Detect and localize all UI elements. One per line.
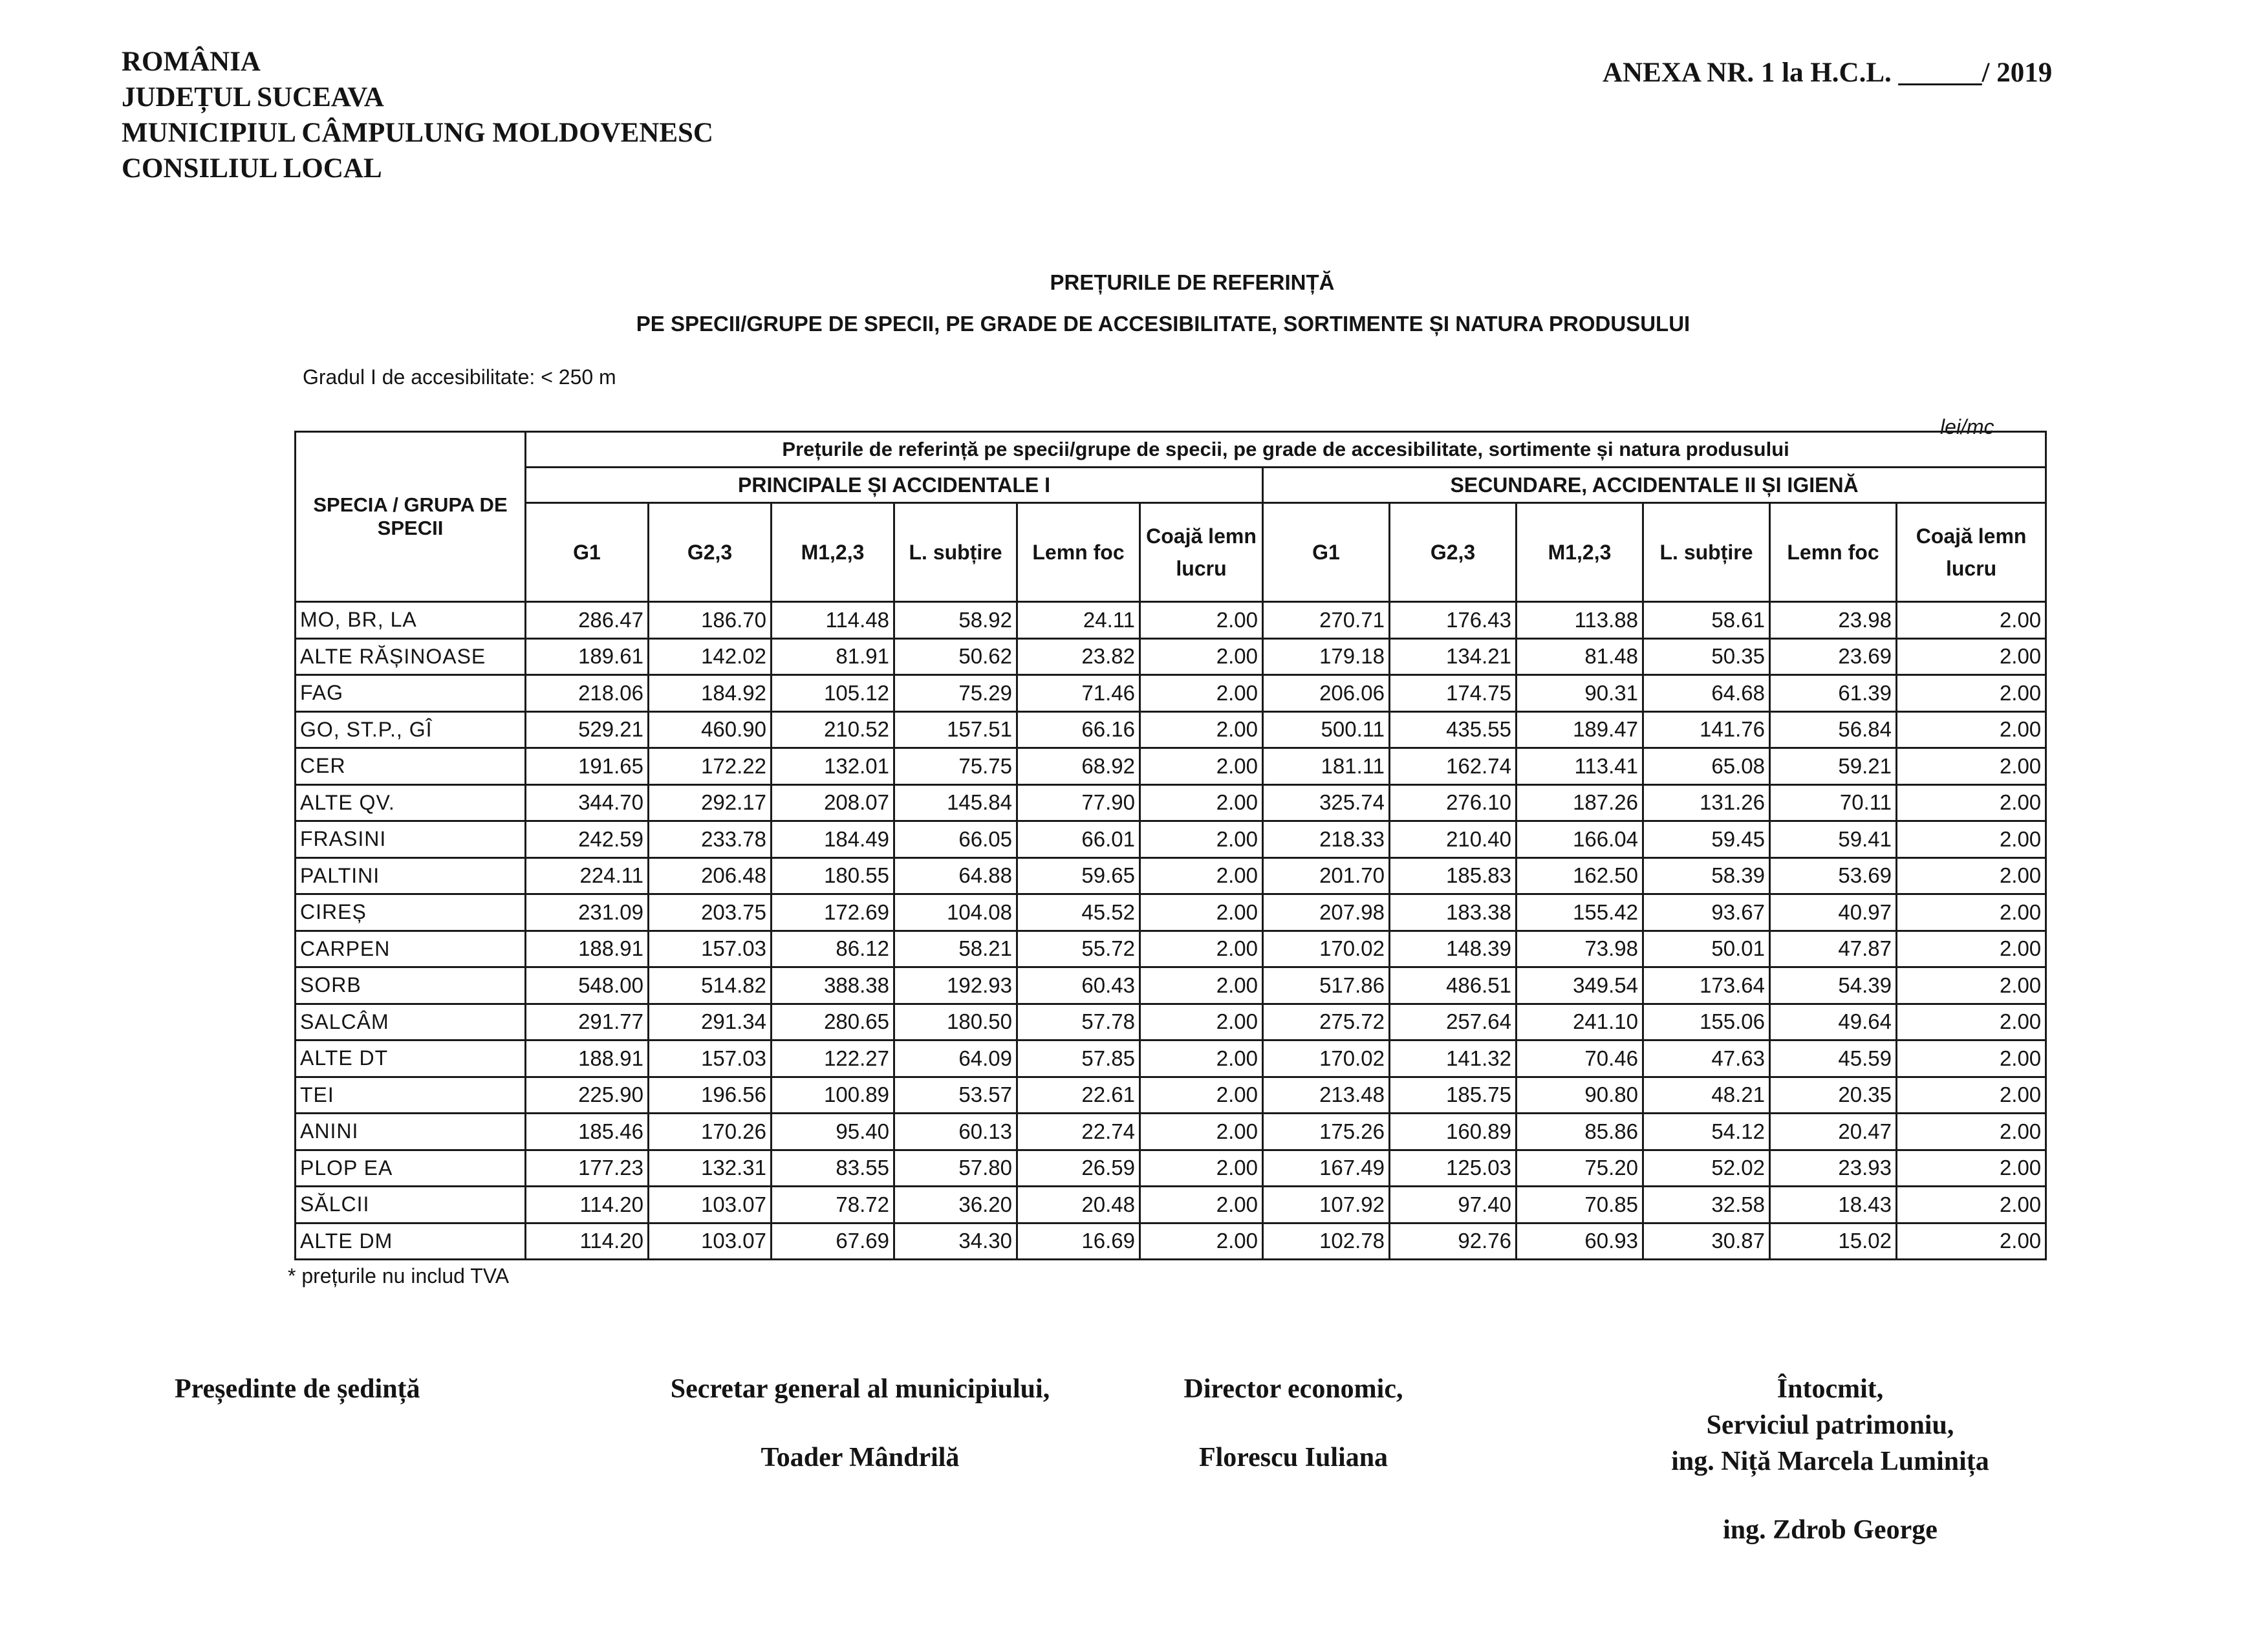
price-cell: 92.76 [1390,1223,1517,1260]
secretary-name: Toader Mândrilă [761,1443,960,1472]
signature-president: Președinte de ședință [175,1374,420,1404]
price-cell: 192.93 [894,967,1017,1004]
prepared-title: Întocmit, [1777,1374,1884,1404]
signature-director [1138,1371,1449,1476]
price-cell: 54.39 [1770,967,1897,1004]
price-cell: 48.21 [1643,1077,1770,1114]
price-cell: 486.51 [1390,967,1517,1004]
table-row [296,1223,2046,1260]
price-cell: 206.06 [1263,675,1390,712]
price-cell: 213.48 [1263,1077,1390,1114]
price-cell: 2.00 [1897,784,2046,821]
price-cell: 122.27 [772,1040,894,1077]
vat-note: * prețurile nu includ TVA [288,1264,510,1288]
price-cell: 280.65 [772,1004,894,1040]
price-cell: 2.00 [1140,1187,1263,1223]
price-cell: 103.07 [649,1223,772,1260]
price-cell: 2.00 [1897,967,2046,1004]
price-cell: 225.90 [526,1077,649,1114]
price-cell: 57.80 [894,1150,1017,1187]
price-cell: 2.00 [1897,1150,2046,1187]
price-cell: 20.48 [1017,1187,1140,1223]
price-cell: 59.41 [1770,821,1897,858]
column-header: G1 [1263,503,1390,602]
price-cell: 58.21 [894,931,1017,967]
price-cell: 142.02 [649,638,772,675]
price-cell: 61.39 [1770,675,1897,712]
price-cell: 50.01 [1643,931,1770,967]
price-cell: 210.52 [772,711,894,748]
price-cell: 148.39 [1390,931,1517,967]
price-cell: 2.00 [1140,784,1263,821]
price-cell: 16.69 [1017,1223,1140,1260]
prepared-service: Serviciul patrimoniu, [1706,1410,1954,1440]
price-cell: 2.00 [1140,638,1263,675]
table-row [296,1040,2046,1077]
price-cell: 2.00 [1140,1223,1263,1260]
table-row [296,711,2046,748]
price-cell: 58.39 [1643,857,1770,894]
species-cell: CARPEN [296,931,526,967]
table-row [296,894,2046,931]
price-cell: 50.62 [894,638,1017,675]
price-cell: 90.31 [1517,675,1643,712]
price-table [294,431,2047,1260]
price-cell: 181.11 [1263,748,1390,785]
price-cell: 2.00 [1140,748,1263,785]
price-cell: 166.04 [1517,821,1643,858]
price-cell: 207.98 [1263,894,1390,931]
price-cell: 172.69 [772,894,894,931]
price-cell: 218.33 [1263,821,1390,858]
price-cell: 65.08 [1643,748,1770,785]
price-cell: 100.89 [772,1077,894,1114]
price-cell: 83.55 [772,1150,894,1187]
price-cell: 349.54 [1517,967,1643,1004]
director-title: Director economic, [1183,1374,1403,1404]
column-header: L. subțire [1643,503,1770,602]
price-cell: 22.61 [1017,1077,1140,1114]
price-cell: 81.91 [772,638,894,675]
price-cell: 435.55 [1390,711,1517,748]
prepared-name-2: ing. Zdrob George [1723,1515,1938,1545]
price-cell: 141.32 [1390,1040,1517,1077]
table-row [296,1187,2046,1223]
price-cell: 201.70 [1263,857,1390,894]
price-cell: 59.21 [1770,748,1897,785]
price-cell: 184.92 [649,675,772,712]
price-cell: 231.09 [526,894,649,931]
price-cell: 167.49 [1263,1150,1390,1187]
price-cell: 242.59 [526,821,649,858]
title-line-2: PE SPECII/GRUPE DE SPECII, PE GRADE DE ACCESIBILITATE, SORTIMENTE ȘI NATURA PRODUSULUI [636,312,1690,336]
price-cell: 2.00 [1897,821,2046,858]
price-cell: 60.43 [1017,967,1140,1004]
species-cell: SALCÂM [296,1004,526,1040]
price-cell: 500.11 [1263,711,1390,748]
price-cell: 102.78 [1263,1223,1390,1260]
price-cell: 59.45 [1643,821,1770,858]
price-cell: 23.93 [1770,1150,1897,1187]
price-cell: 241.10 [1517,1004,1643,1040]
species-cell: FRASINI [296,821,526,858]
price-cell: 131.26 [1643,784,1770,821]
institution-header [122,44,713,186]
price-cell: 174.75 [1390,675,1517,712]
price-cell: 2.00 [1897,1187,2046,1223]
column-header: G2,3 [1390,503,1517,602]
price-cell: 2.00 [1140,1077,1263,1114]
price-cell: 114.20 [526,1223,649,1260]
price-cell: 49.64 [1770,1004,1897,1040]
table-row [296,1004,2046,1040]
price-cell: 22.74 [1017,1114,1140,1150]
signature-prepared [1617,1371,2044,1548]
price-cell: 18.43 [1770,1187,1897,1223]
price-cell: 2.00 [1897,675,2046,712]
price-cell: 189.47 [1517,711,1643,748]
price-cell: 75.75 [894,748,1017,785]
price-cell: 177.23 [526,1150,649,1187]
page-title [0,262,2268,345]
price-cell: 187.26 [1517,784,1643,821]
species-cell: SORB [296,967,526,1004]
price-cell: 548.00 [526,967,649,1004]
table-row [296,821,2046,858]
price-cell: 81.48 [1517,638,1643,675]
price-cell: 60.13 [894,1114,1017,1150]
price-cell: 291.34 [649,1004,772,1040]
price-cell: 75.20 [1517,1150,1643,1187]
price-cell: 208.07 [772,784,894,821]
price-cell: 58.92 [894,602,1017,639]
price-cell: 67.69 [772,1223,894,1260]
price-cell: 162.50 [1517,857,1643,894]
header-municipality: MUNICIPIUL CÂMPULUNG MOLDOVENESC [122,118,713,148]
price-cell: 68.92 [1017,748,1140,785]
table-row [296,675,2046,712]
price-cell: 325.74 [1263,784,1390,821]
species-cell: FAG [296,675,526,712]
price-cell: 113.41 [1517,748,1643,785]
price-cell: 183.38 [1390,894,1517,931]
price-cell: 64.88 [894,857,1017,894]
price-cell: 125.03 [1390,1150,1517,1187]
table-row [296,967,2046,1004]
price-cell: 179.18 [1263,638,1390,675]
price-cell: 66.01 [1017,821,1140,858]
director-name: Florescu Iuliana [1198,1443,1388,1472]
price-cell: 73.98 [1517,931,1643,967]
price-cell: 206.48 [649,857,772,894]
price-cell: 185.46 [526,1114,649,1150]
column-header: M1,2,3 [1517,503,1643,602]
price-cell: 275.72 [1263,1004,1390,1040]
price-cell: 286.47 [526,602,649,639]
table-row [296,748,2046,785]
price-cell: 86.12 [772,931,894,967]
price-cell: 2.00 [1897,1040,2046,1077]
price-cell: 104.08 [894,894,1017,931]
price-cell: 529.21 [526,711,649,748]
column-header: M1,2,3 [772,503,894,602]
species-header: SPECIA / GRUPA DE SPECII [296,432,526,602]
price-cell: 132.01 [772,748,894,785]
price-cell: 23.82 [1017,638,1140,675]
header-county: JUDEȚUL SUCEAVA [122,82,384,113]
price-cell: 32.58 [1643,1187,1770,1223]
price-cell: 2.00 [1140,894,1263,931]
price-cell: 55.72 [1017,931,1140,967]
price-cell: 64.68 [1643,675,1770,712]
price-cell: 40.97 [1770,894,1897,931]
price-cell: 514.82 [649,967,772,1004]
accessibility-grade-label: Gradul I de accesibilitate: < 250 m [303,365,616,389]
price-cell: 2.00 [1140,821,1263,858]
price-cell: 188.91 [526,1040,649,1077]
price-cell: 20.47 [1770,1114,1897,1150]
table-row [296,1077,2046,1114]
price-cell: 2.00 [1897,1077,2046,1114]
price-cell: 85.86 [1517,1114,1643,1150]
title-line-1: PREȚURILE DE REFERINȚĂ [1050,270,1335,294]
price-cell: 114.48 [772,602,894,639]
price-cell: 257.64 [1390,1004,1517,1040]
price-cell: 23.69 [1770,638,1897,675]
price-cell: 75.29 [894,675,1017,712]
price-cell: 2.00 [1897,638,2046,675]
price-cell: 2.00 [1140,711,1263,748]
price-cell: 90.80 [1517,1077,1643,1114]
price-cell: 224.11 [526,857,649,894]
species-cell: TEI [296,1077,526,1114]
table-row [296,1150,2046,1187]
price-cell: 66.05 [894,821,1017,858]
species-cell: ALTE RĂȘINOASE [296,638,526,675]
price-cell: 2.00 [1140,1114,1263,1150]
price-cell: 141.76 [1643,711,1770,748]
price-cell: 2.00 [1140,1150,1263,1187]
price-cell: 185.83 [1390,857,1517,894]
species-cell: SĂLCII [296,1187,526,1223]
price-cell: 15.02 [1770,1223,1897,1260]
price-cell: 460.90 [649,711,772,748]
column-header: Coajă lemn lucru [1897,503,2046,602]
price-cell: 233.78 [649,821,772,858]
price-cell: 388.38 [772,967,894,1004]
table-row [296,857,2046,894]
price-cell: 70.85 [1517,1187,1643,1223]
price-cell: 175.26 [1263,1114,1390,1150]
price-cell: 218.06 [526,675,649,712]
group1-header: PRINCIPALE ȘI ACCIDENTALE I [526,468,1263,503]
price-cell: 95.40 [772,1114,894,1150]
table-row [296,602,2046,639]
price-cell: 54.12 [1643,1114,1770,1150]
price-cell: 196.56 [649,1077,772,1114]
column-header: G1 [526,503,649,602]
price-cell: 180.50 [894,1004,1017,1040]
column-header: G2,3 [649,503,772,602]
price-cell: 191.65 [526,748,649,785]
price-cell: 145.84 [894,784,1017,821]
price-cell: 2.00 [1897,711,2046,748]
column-header: L. subțire [894,503,1017,602]
price-cell: 291.77 [526,1004,649,1040]
price-cell: 2.00 [1897,1114,2046,1150]
main-header: Prețurile de referință pe specii/grupe de specii, pe grade de accesibilitate, sortimente și natura produsului [526,432,2046,468]
species-cell: PLOP EA [296,1150,526,1187]
price-cell: 103.07 [649,1187,772,1223]
price-cell: 162.74 [1390,748,1517,785]
price-cell: 2.00 [1897,894,2046,931]
price-cell: 157.03 [649,931,772,967]
price-cell: 2.00 [1897,1004,2046,1040]
species-cell: MO, BR, LA [296,602,526,639]
price-cell: 203.75 [649,894,772,931]
price-cell: 155.42 [1517,894,1643,931]
price-cell: 2.00 [1140,857,1263,894]
price-cell: 184.49 [772,821,894,858]
secretary-title: Secretar general al municipiului, [670,1374,1050,1404]
price-cell: 185.75 [1390,1077,1517,1114]
price-cell: 176.43 [1390,602,1517,639]
price-cell: 70.11 [1770,784,1897,821]
price-cell: 186.70 [649,602,772,639]
price-cell: 105.12 [772,675,894,712]
price-cell: 132.31 [649,1150,772,1187]
annex-label: ANEXA NR. 1 la H.C.L. ______/ 2019 [1603,58,2053,88]
price-cell: 97.40 [1390,1187,1517,1223]
price-cell: 2.00 [1897,748,2046,785]
price-cell: 93.67 [1643,894,1770,931]
column-header: Lemn foc [1017,503,1140,602]
species-cell: GO, ST.P., GÎ [296,711,526,748]
price-cell: 2.00 [1140,675,1263,712]
price-cell: 157.51 [894,711,1017,748]
table-row [296,1114,2046,1150]
table-row [296,931,2046,967]
price-cell: 50.35 [1643,638,1770,675]
price-cell: 173.64 [1643,967,1770,1004]
price-cell: 2.00 [1140,967,1263,1004]
table-row [296,784,2046,821]
price-cell: 107.92 [1263,1187,1390,1223]
price-cell: 59.65 [1017,857,1140,894]
price-cell: 210.40 [1390,821,1517,858]
price-cell: 189.61 [526,638,649,675]
price-cell: 292.17 [649,784,772,821]
price-cell: 134.21 [1390,638,1517,675]
price-cell: 47.63 [1643,1040,1770,1077]
price-cell: 276.10 [1390,784,1517,821]
species-cell: CIREȘ [296,894,526,931]
price-cell: 270.71 [1263,602,1390,639]
price-cell: 36.20 [894,1187,1017,1223]
table-row [296,638,2046,675]
price-cell: 517.86 [1263,967,1390,1004]
group2-header: SECUNDARE, ACCIDENTALE II ȘI IGIENĂ [1263,468,2046,503]
price-cell: 160.89 [1390,1114,1517,1150]
price-cell: 30.87 [1643,1223,1770,1260]
price-cell: 57.85 [1017,1040,1140,1077]
species-cell: ALTE DT [296,1040,526,1077]
species-cell: ALTE DM [296,1223,526,1260]
price-cell: 155.06 [1643,1004,1770,1040]
species-cell: ANINI [296,1114,526,1150]
price-cell: 114.20 [526,1187,649,1223]
price-cell: 20.35 [1770,1077,1897,1114]
price-cell: 23.98 [1770,602,1897,639]
price-cell: 2.00 [1140,602,1263,639]
price-cell: 188.91 [526,931,649,967]
price-cell: 2.00 [1140,1040,1263,1077]
price-cell: 24.11 [1017,602,1140,639]
price-cell: 60.93 [1517,1223,1643,1260]
price-cell: 2.00 [1897,931,2046,967]
price-cell: 157.03 [649,1040,772,1077]
unit-label: lei/mc [1940,415,1994,438]
column-header: Coajă lemn lucru [1140,503,1263,602]
price-cell: 66.16 [1017,711,1140,748]
species-cell: ALTE QV. [296,784,526,821]
signature-secretary [621,1371,1099,1476]
price-cell: 2.00 [1140,1004,1263,1040]
price-cell: 2.00 [1140,931,1263,967]
price-cell: 2.00 [1897,1223,2046,1260]
price-cell: 45.59 [1770,1040,1897,1077]
price-cell: 26.59 [1017,1150,1140,1187]
price-cell: 34.30 [894,1223,1017,1260]
column-header: Lemn foc [1770,503,1897,602]
price-cell: 52.02 [1643,1150,1770,1187]
price-cell: 170.02 [1263,931,1390,967]
price-cell: 57.78 [1017,1004,1140,1040]
price-cell: 47.87 [1770,931,1897,967]
price-cell: 113.88 [1517,602,1643,639]
price-cell: 53.69 [1770,857,1897,894]
price-cell: 53.57 [894,1077,1017,1114]
price-cell: 56.84 [1770,711,1897,748]
price-cell: 45.52 [1017,894,1140,931]
price-cell: 77.90 [1017,784,1140,821]
prepared-name-1: ing. Niță Marcela Luminița [1671,1447,1989,1476]
species-cell: PALTINI [296,857,526,894]
price-cell: 64.09 [894,1040,1017,1077]
price-cell: 71.46 [1017,675,1140,712]
price-cell: 170.26 [649,1114,772,1150]
price-cell: 70.46 [1517,1040,1643,1077]
price-cell: 78.72 [772,1187,894,1223]
price-cell: 58.61 [1643,602,1770,639]
header-council: CONSILIUL LOCAL [122,153,382,184]
price-cell: 180.55 [772,857,894,894]
price-cell: 2.00 [1897,857,2046,894]
price-cell: 344.70 [526,784,649,821]
price-cell: 2.00 [1897,602,2046,639]
header-country: ROMÂNIA [122,47,261,77]
species-cell: CER [296,748,526,785]
price-cell: 172.22 [649,748,772,785]
price-cell: 170.02 [1263,1040,1390,1077]
